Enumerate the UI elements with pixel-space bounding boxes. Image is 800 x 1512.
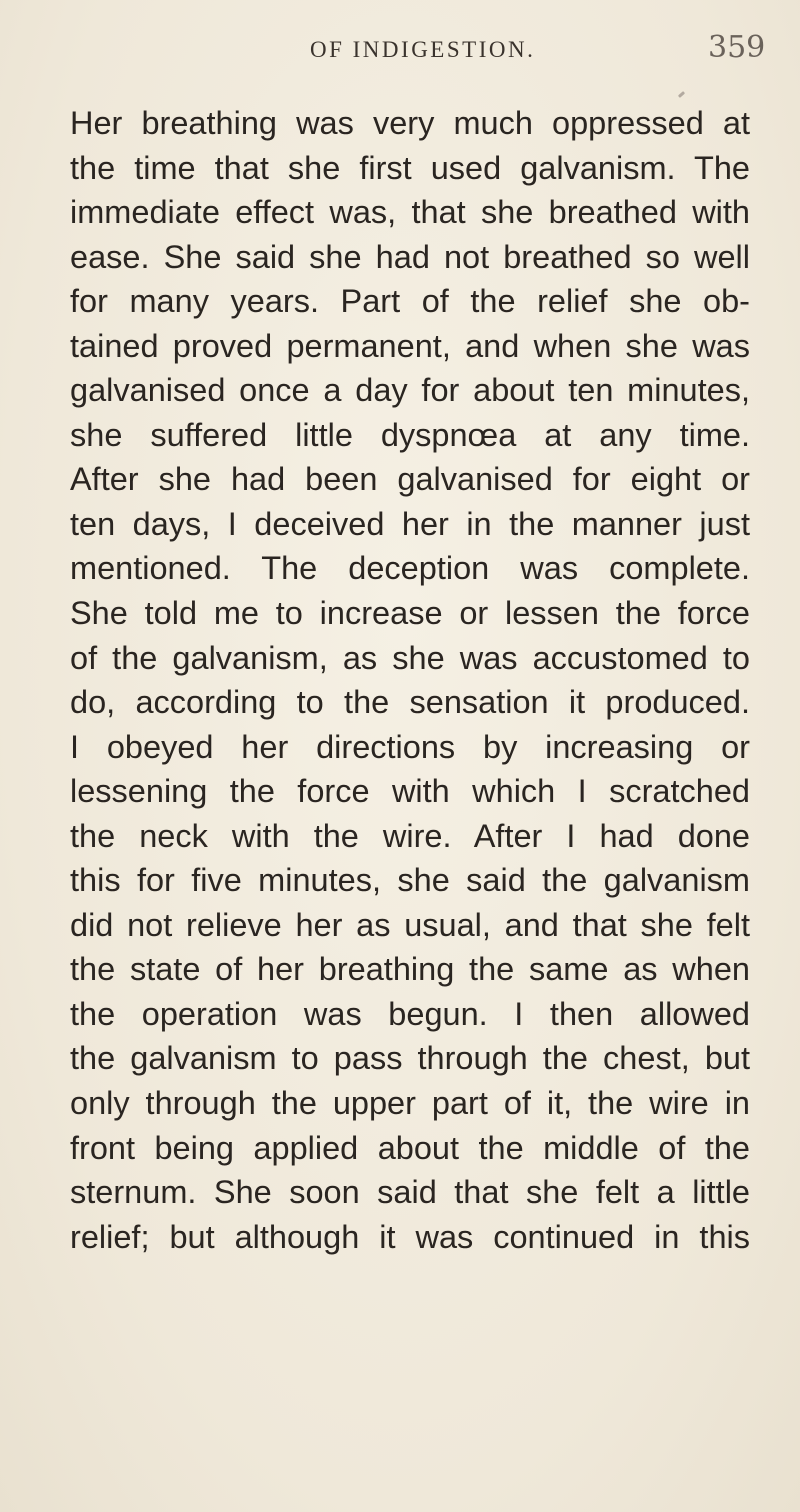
text-line: lessening the force with which I scratched [70, 773, 750, 810]
text-line: immediate effect was, that she breathed with [70, 194, 750, 231]
text-line: she suffered little dyspnœa at any time. [70, 416, 750, 453]
text-line: for many years. Part of the relief she ob- [70, 283, 750, 320]
text-line: the neck with the wire. After I had done [70, 817, 750, 854]
text-line: the operation was begun. I then allowed [70, 995, 750, 1032]
text-line: the time that she first used galvanism. The [70, 149, 750, 186]
text-line: front being applied about the middle of the [70, 1129, 750, 1166]
text-line: ease. She said she had not breathed so well [70, 238, 750, 275]
text-line: I obeyed her directions by increasing or [70, 728, 750, 765]
text-line: relief; but although it was continued in this [70, 1218, 750, 1255]
text-line: of the galvanism, as she was accustomed to [70, 639, 750, 676]
text-line: ten days, I deceived her in the manner just [70, 505, 750, 542]
text-line: this for five minutes, she said the galvanism [70, 862, 750, 899]
text-line: sternum. She soon said that she felt a little [70, 1174, 750, 1211]
text-line: Her breathing was very much oppressed at [70, 105, 750, 141]
running-head [0, 30, 800, 74]
text-line: the galvanism to pass through the chest, but [70, 1040, 750, 1077]
text-line: tained proved permanent, and when she was [70, 327, 750, 364]
text-line: did not relieve her as usual, and that she felt [70, 906, 750, 943]
text-line: After she had been galvanised for eight or [70, 461, 750, 498]
page-number: 359 [708, 30, 766, 65]
text-line: mentioned. The deception was complete. [70, 550, 750, 587]
text-line: only through the upper part of it, the wire in [70, 1085, 750, 1122]
chapter-title: OF INDIGESTION. [310, 37, 536, 62]
text-line: do, according to the sensation it produced. [70, 684, 750, 721]
body-text [70, 101, 750, 1259]
text-line: She told me to increase or lessen the force [70, 595, 750, 632]
ink-speck [678, 91, 685, 98]
text-line: the state of her breathing the same as when [70, 951, 750, 988]
text-line: galvanised once a day for about ten minutes, [70, 372, 750, 409]
